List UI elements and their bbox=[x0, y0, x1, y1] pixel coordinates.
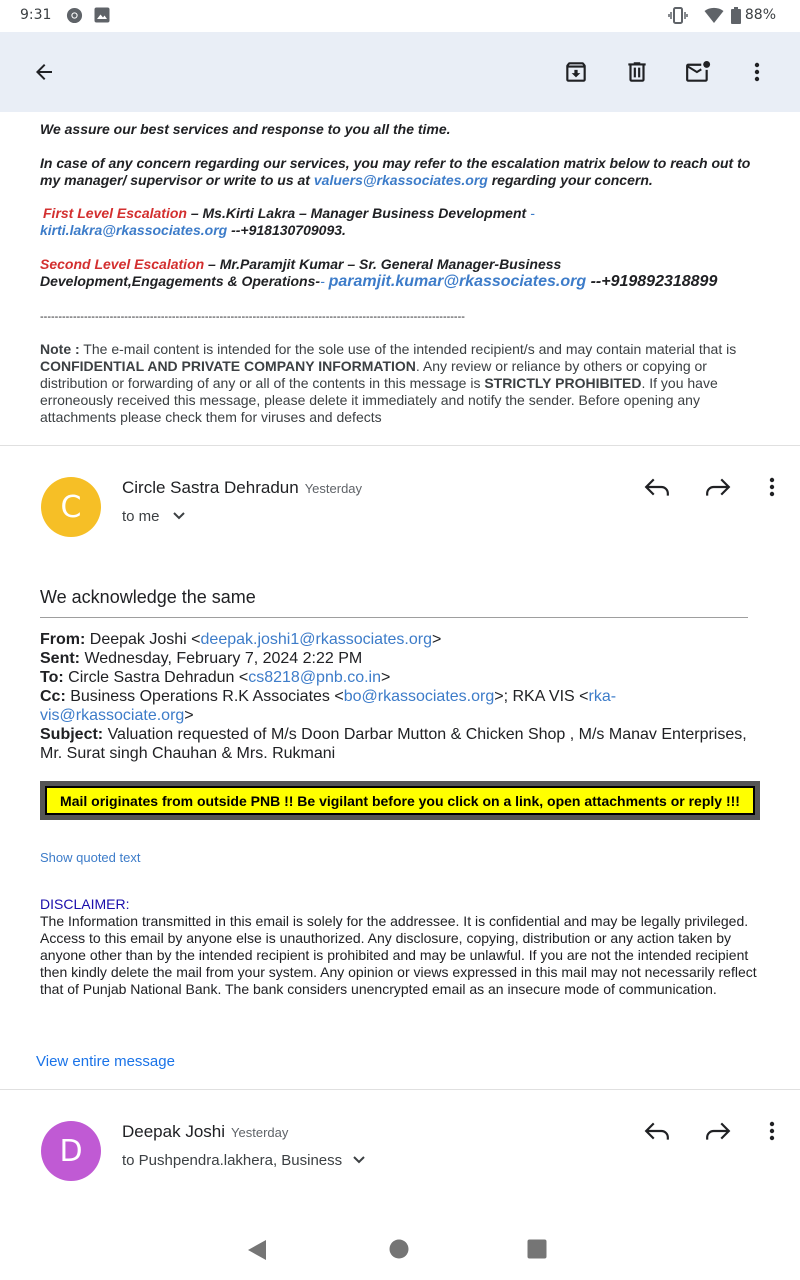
warning-banner-text: Mail originates from outside PNB !! Be vigilant before you click on a link, open attachments or reply !!! bbox=[45, 786, 755, 815]
external-mail-warning-banner bbox=[40, 781, 760, 820]
reply-icon bbox=[644, 476, 670, 498]
cc-mid: >; RKA VIS < bbox=[494, 688, 589, 705]
wifi-icon bbox=[704, 7, 724, 28]
status-time: 9:31 bbox=[20, 7, 52, 23]
nav-recents-icon bbox=[526, 1238, 548, 1260]
image-notification-icon bbox=[94, 7, 110, 27]
sent-label: Sent: bbox=[40, 650, 80, 667]
email1-reply-button[interactable] bbox=[639, 469, 675, 505]
second-level-email-link[interactable]: paramjit.kumar@rkassociates.org bbox=[328, 273, 587, 290]
chrome-icon bbox=[66, 7, 83, 28]
more-vert-icon bbox=[760, 475, 784, 499]
cc-email-link-2[interactable]: rka-vis@rkassociate.org bbox=[40, 688, 617, 724]
cc-line bbox=[40, 687, 630, 725]
disclaimer-body: The Information transmitted in this email is solely for the addressee. It is confidential and may be legally privileged. Access to this email by anyone else is unauthorized. Any disclosure, copying, distribution or any action taken by anyone other than by the intended recipient is prohibited and may be unlawful. If you are not the intended recipient then kindly delete the mail from your system. Any opinion or views expressed in this mail may not necessarily reflect that of Punjab National Bank. The bank considers unencrypted email as an insecure mode of communication. bbox=[40, 913, 757, 997]
cc-name: Business Operations R.K Associates < bbox=[65, 688, 344, 705]
first-level-phone: --+918130709093. bbox=[227, 222, 346, 238]
avatar-deepak-joshi[interactable] bbox=[41, 1121, 101, 1181]
email2-recipients[interactable] bbox=[122, 1152, 366, 1169]
from-close: > bbox=[432, 631, 442, 648]
assurance-text: We assure our best services and response to you all the time. bbox=[40, 121, 451, 137]
escalation-intro-text: In case of any concern regarding our services, you may refer to the escalation matrix below to reach out to my manager/ supervisor or write to us at bbox=[40, 155, 751, 188]
to-close: > bbox=[381, 669, 391, 686]
forward-icon bbox=[705, 1120, 731, 1142]
confidentiality-note bbox=[40, 341, 760, 426]
message-divider bbox=[0, 445, 800, 446]
to-email-link[interactable]: cs8218@pnb.co.in bbox=[248, 669, 381, 686]
subject-value: Valuation requested of M/s Doon Darbar Mutton & Chicken Shop , M/s Manav Enterprises, Mr. Surat singh Chauhan & Mrs. Rukmani bbox=[40, 726, 747, 762]
vibrate-icon bbox=[668, 7, 688, 28]
nav-home-icon bbox=[388, 1238, 410, 1260]
first-level-sep: - bbox=[526, 205, 535, 221]
body-rule bbox=[40, 617, 748, 618]
dashed-separator: -------------------------------------------------------------------------------------------------------------------- bbox=[40, 311, 465, 323]
sent-line bbox=[40, 649, 760, 668]
email1-recipients-text: to me bbox=[122, 508, 160, 525]
avatar-circle-sastra[interactable] bbox=[41, 477, 101, 537]
nav-recents-button[interactable] bbox=[526, 1238, 550, 1262]
to-line bbox=[40, 668, 760, 687]
chevron-down-icon bbox=[352, 1155, 366, 1165]
second-level-label: Second Level Escalation bbox=[40, 256, 205, 272]
email2-more-button[interactable] bbox=[754, 1113, 790, 1149]
note-text-2: . Any review or reliance by others or copying or distribution or forwarding of any or all of the contents in this message is bbox=[40, 358, 707, 391]
more-vert-icon bbox=[745, 60, 769, 84]
email2-recipients-text: to Pushpendra.lakhera, Business bbox=[122, 1152, 343, 1169]
note-label: Note : bbox=[40, 341, 80, 357]
mark-unread-icon bbox=[683, 59, 713, 85]
forward-header bbox=[40, 630, 760, 763]
archive-button[interactable] bbox=[556, 52, 596, 92]
top-toolbar bbox=[0, 32, 800, 112]
email2-time: Yesterday bbox=[231, 1125, 289, 1140]
escalation-intro bbox=[40, 155, 760, 189]
to-name: Circle Sastra Dehradun < bbox=[63, 669, 249, 686]
delete-button[interactable] bbox=[617, 52, 657, 92]
battery-icon bbox=[731, 7, 741, 28]
email1-sender-name: Circle Sastra Dehradun bbox=[122, 478, 299, 497]
first-level-label: First Level Escalation bbox=[43, 205, 187, 221]
email2-sender[interactable] bbox=[122, 1122, 288, 1142]
view-entire-message-link[interactable]: View entire message bbox=[36, 1053, 175, 1070]
chevron-down-icon bbox=[172, 511, 186, 521]
note-text-3: . If you have erroneously received this message, please delete it immediately and notify the sender. Before opening any attachments please check them for viruses and defects bbox=[40, 375, 718, 425]
email1-body-text: We acknowledge the same bbox=[40, 587, 256, 607]
from-label: From: bbox=[40, 631, 86, 648]
back-arrow-icon bbox=[32, 60, 56, 84]
subject-label: Subject: bbox=[40, 726, 104, 743]
email1-recipients[interactable] bbox=[122, 508, 186, 525]
disclaimer bbox=[40, 896, 760, 998]
email2-forward-button[interactable] bbox=[700, 1113, 736, 1149]
nav-back-icon bbox=[246, 1238, 268, 1262]
second-level-sep: - bbox=[320, 273, 329, 289]
subject-line bbox=[40, 725, 760, 763]
show-quoted-text-link[interactable]: Show quoted text bbox=[40, 850, 141, 865]
back-button[interactable] bbox=[24, 52, 64, 92]
note-bold-1: CONFIDENTIAL AND PRIVATE COMPANY INFORMATION bbox=[40, 358, 416, 374]
cc-close: > bbox=[184, 707, 194, 724]
first-level-person: – Ms.Kirti Lakra – Manager Business Development bbox=[186, 205, 527, 221]
nav-home-button[interactable] bbox=[388, 1238, 412, 1262]
avatar-letter: C bbox=[60, 489, 82, 525]
nav-back-button[interactable] bbox=[246, 1238, 272, 1264]
sent-value: Wednesday, February 7, 2024 2:22 PM bbox=[80, 650, 363, 667]
battery-percent: 88% bbox=[744, 7, 776, 23]
from-email-link[interactable]: deepak.joshi1@rkassociates.org bbox=[200, 631, 432, 648]
email1-forward-button[interactable] bbox=[700, 469, 736, 505]
email2-sender-name: Deepak Joshi bbox=[122, 1122, 226, 1141]
from-line bbox=[40, 630, 760, 649]
email1-sender[interactable] bbox=[122, 478, 362, 498]
avatar-letter: D bbox=[59, 1133, 83, 1169]
cc-label: Cc: bbox=[40, 688, 66, 705]
second-level-phone: --+919892318899 bbox=[586, 273, 718, 290]
to-label: To: bbox=[40, 669, 64, 686]
email2-reply-button[interactable] bbox=[639, 1113, 675, 1149]
trash-icon bbox=[624, 59, 650, 85]
first-level-email-link[interactable]: kirti.lakra@rkassociates.org bbox=[40, 222, 228, 238]
first-level-escalation bbox=[40, 205, 720, 239]
valuers-email-link[interactable]: valuers@rkassociates.org bbox=[313, 172, 488, 188]
second-level-person: – Mr.Paramjit Kumar – Sr. General Manager-Business Development,Engagements & Operations- bbox=[40, 256, 562, 289]
disclaimer-title: DISCLAIMER: bbox=[40, 896, 130, 912]
email1-more-button[interactable] bbox=[754, 469, 790, 505]
from-name: Deepak Joshi < bbox=[85, 631, 201, 648]
more-options-button[interactable] bbox=[737, 52, 777, 92]
note-bold-2: STRICTLY PROHIBITED bbox=[484, 375, 642, 391]
email1-time: Yesterday bbox=[304, 481, 363, 496]
mark-unread-button[interactable] bbox=[678, 52, 718, 92]
reply-icon bbox=[644, 1120, 670, 1142]
note-text-1: The e-mail content is intended for the sole use of the intended recipient/s and may contain material that is bbox=[79, 341, 737, 357]
escalation-intro-suffix: regarding your concern. bbox=[487, 172, 653, 188]
status-bar bbox=[0, 0, 800, 32]
more-vert-icon bbox=[760, 1119, 784, 1143]
message-divider-2 bbox=[0, 1089, 800, 1090]
archive-icon bbox=[563, 59, 589, 85]
system-nav-bar bbox=[0, 1220, 800, 1280]
forward-icon bbox=[705, 476, 731, 498]
second-level-escalation bbox=[40, 256, 740, 290]
cc-email-link-1[interactable]: bo@rkassociates.org bbox=[343, 688, 495, 705]
